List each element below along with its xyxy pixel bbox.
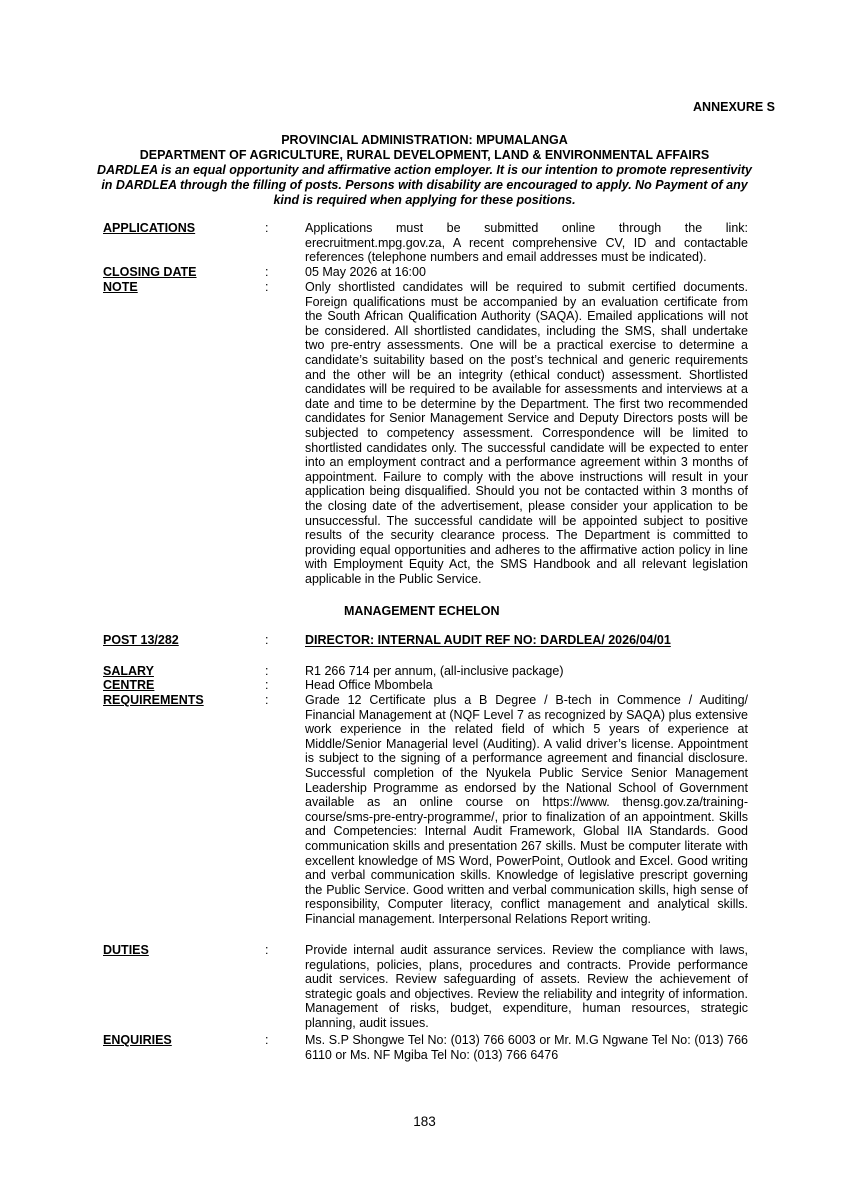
closing-date-value: 05 May 2026 at 16:00 — [305, 265, 426, 279]
enquiries-label: ENQUIRIES — [103, 1033, 172, 1047]
closing-date-label: CLOSING DATE — [103, 265, 197, 279]
annexure-label: ANNEXURE S — [693, 100, 775, 114]
duties-label: DUTIES — [103, 943, 149, 957]
colon: : — [265, 678, 269, 692]
colon: : — [265, 664, 269, 678]
note-label: NOTE — [103, 280, 138, 294]
colon: : — [265, 221, 269, 235]
colon: : — [265, 693, 269, 707]
colon: : — [265, 1033, 269, 1047]
centre-label: CENTRE — [103, 678, 155, 692]
section-title: MANAGEMENT ECHELON — [344, 604, 500, 618]
department-title: DEPARTMENT OF AGRICULTURE, RURAL DEVELOPMENT, LAND & ENVIRONMENTAL AFFAIRS — [139, 148, 710, 162]
applications-label: APPLICATIONS — [103, 221, 196, 235]
enquiries-value: Ms. S.P Shongwe Tel No: (013) 766 6003 or Mr. M.G Ngwane Tel No: (013) 766 6110 or Ms. NF Mgiba Tel No: (013) 766 6476 — [305, 1033, 748, 1062]
centre-value: Head Office Mbombela — [305, 678, 433, 692]
province-title: PROVINCIAL ADMINISTRATION: MPUMALANGA — [281, 133, 568, 147]
salary-label: SALARY — [103, 664, 154, 678]
colon: : — [265, 943, 269, 957]
salary-value: R1 266 714 per annum, (all-inclusive package) — [305, 664, 564, 678]
colon: : — [265, 633, 269, 647]
post-number-label: POST 13/282 — [103, 633, 179, 647]
requirements-value: Grade 12 Certificate plus a B Degree / B-tech in Commence / Auditing/ Financial Management at (NQF Level 7 as recognized by SAQA) plus extensive work experience in the related field of which 5 years of experience at Middle/Senior Managerial level (Auditing). A valid driver’s license. Appointment is subject to the signing of a performance agreement and financial disclosure. Successful completion of the Nyukela Public Service Senior Management Leadership Programme as endorsed by the National School of Government available as an online course on https://www. thensg.gov.za/training-course/sms-pre-entry-programme/, prior to finalization of an appointment. Skills and Competencies: Internal Audit Framework, Global IIA Standards. Good communication skills and presentation 267 skills. Must be computer literate with excellent knowledge of MS Word, PowerPoint, Outlook and Excel. Good writing and verbal communication skills. Knowledge of legislative prescript governing the Public Service. Good written and verbal communication skills, high sense of responsibility, Computer literacy, conflict management and analytical skills. Financial management. Interpersonal Relations Report writing. — [305, 693, 748, 926]
requirements-label: REQUIREMENTS — [103, 693, 204, 707]
colon: : — [265, 265, 269, 279]
post-title: DIRECTOR: INTERNAL AUDIT REF NO: DARDLEA/ 2026/04/01 — [305, 633, 671, 647]
intro-statement: DARDLEA is an equal opportunity and affirmative action employer. It is our intention to promote representivity in DARDLEA through the filling of posts. Persons with disability are encouraged to apply. No Payment of any kind is required when applying for these positions. — [97, 163, 752, 207]
duties-value: Provide internal audit assurance services. Review the compliance with laws, regulations, policies, plans, procedures and contracts. Provide performance audit services. Review safeguarding of assets. Review the achievement of strategic goals and objectives. Review the reliability and integrity of information. Management of risks, budget, expenditure, human resources, strategic planning, audit issues. — [305, 943, 748, 1030]
page-number: 183 — [413, 1114, 436, 1129]
colon: : — [265, 280, 269, 294]
applications-value: Applications must be submitted online through the link: erecruitment.mpg.gov.za, A recent comprehensive CV, ID and contactable references (telephone numbers and email addresses must be indicated). — [305, 221, 748, 265]
document-header — [96, 133, 753, 208]
note-value: Only shortlisted candidates will be required to submit certified documents. Foreign qualifications must be accompanied by an evaluation certificate from the South African Qualification Authority (SAQA). Emailed applications will not be considered. All shortlisted candidates, including the SMS, shall undertake two pre-entry assessments. One will be a practical exercise to determine a candidate’s suitability based on the post’s technical and generic requirements and the other will be an integrity (ethical conduct) assessment. Shortlisted candidates will be required to be available for assessments and interviews at a date and time to be determine by the Department. The first two recommended candidates for Senior Management Service and Deputy Directors posts will be subjected to competency assessment. Correspondence will be limited to shortlisted candidates only. The successful candidate will be expected to enter into an employment contract and a performance agreement within 3 months of appointment. Failure to comply with the above instructions will result in your application being disqualified. Should you not be contacted within 3 months of the closing date of the advertisement, please consider your application to be unsuccessful. The successful candidate will be appointed subject to positive results of the security clearance process. The Department is committed to providing equal opportunities and adheres to the affirmative action policy in line with Employment Equity Act, the SMS Handbook and all relevant legislation applicable in the Public Service. — [305, 280, 748, 586]
